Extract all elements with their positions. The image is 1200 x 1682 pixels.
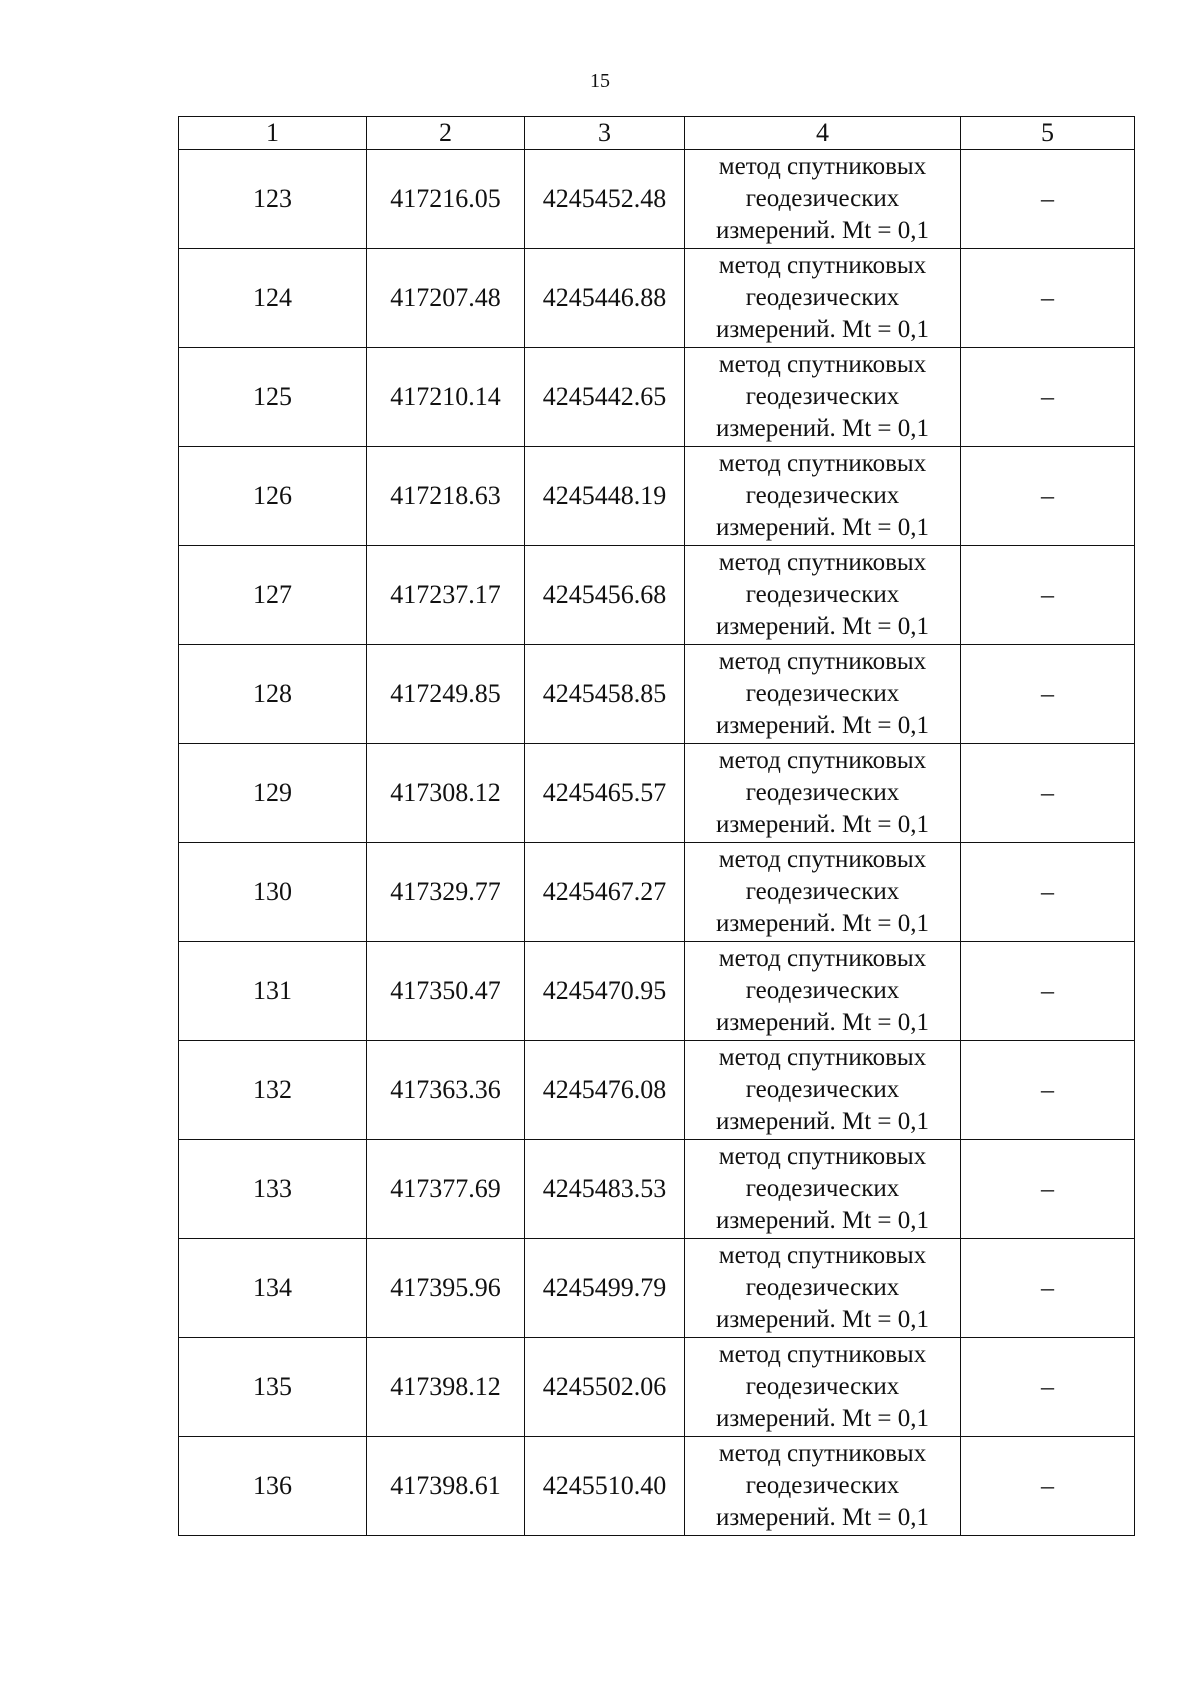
method-line-3: измерений. Mt = 0,1 — [715, 1306, 930, 1333]
point-number-cell: 132 — [179, 1041, 367, 1140]
method-line-1: метод спутниковых — [718, 252, 927, 279]
x-coordinate-cell: 417218.63 — [367, 447, 525, 546]
table-row — [179, 843, 1135, 942]
y-coordinate-cell: 4245456.68 — [525, 546, 685, 645]
table-row — [179, 1338, 1135, 1437]
method-cell — [685, 447, 961, 546]
point-number-cell: 128 — [179, 645, 367, 744]
point-number-cell: 123 — [179, 150, 367, 249]
note-cell: – — [961, 249, 1135, 348]
method-line-3: измерений. Mt = 0,1 — [715, 1108, 930, 1135]
method-line-2: геодезических — [745, 284, 900, 311]
method-line-3: измерений. Mt = 0,1 — [715, 910, 930, 937]
table-row — [179, 942, 1135, 1041]
method-line-2: геодезических — [745, 482, 900, 509]
y-coordinate-cell: 4245452.48 — [525, 150, 685, 249]
point-number-cell: 130 — [179, 843, 367, 942]
header-col-1: 1 — [179, 117, 367, 150]
y-coordinate-cell: 4245467.27 — [525, 843, 685, 942]
x-coordinate-cell: 417249.85 — [367, 645, 525, 744]
point-number-cell: 125 — [179, 348, 367, 447]
point-number-cell: 124 — [179, 249, 367, 348]
method-line-1: метод спутниковых — [718, 648, 927, 675]
method-line-2: геодезических — [745, 1274, 900, 1301]
method-line-2: геодезических — [745, 878, 900, 905]
method-cell — [685, 546, 961, 645]
point-number-cell: 135 — [179, 1338, 367, 1437]
method-line-3: измерений. Mt = 0,1 — [715, 1009, 930, 1036]
note-cell: – — [961, 546, 1135, 645]
note-cell: – — [961, 942, 1135, 1041]
x-coordinate-cell: 417363.36 — [367, 1041, 525, 1140]
x-coordinate-cell: 417377.69 — [367, 1140, 525, 1239]
table-row — [179, 1140, 1135, 1239]
table-row — [179, 744, 1135, 843]
point-number-cell: 131 — [179, 942, 367, 1041]
y-coordinate-cell: 4245502.06 — [525, 1338, 685, 1437]
table-row — [179, 1041, 1135, 1140]
y-coordinate-cell: 4245442.65 — [525, 348, 685, 447]
method-line-1: метод спутниковых — [718, 747, 927, 774]
method-line-1: метод спутниковых — [718, 450, 927, 477]
method-line-2: геодезических — [745, 1175, 900, 1202]
method-cell — [685, 1338, 961, 1437]
method-cell — [685, 645, 961, 744]
y-coordinate-cell: 4245458.85 — [525, 645, 685, 744]
y-coordinate-cell: 4245446.88 — [525, 249, 685, 348]
method-line-1: метод спутниковых — [718, 1242, 927, 1269]
method-cell — [685, 1140, 961, 1239]
x-coordinate-cell: 417395.96 — [367, 1239, 525, 1338]
header-col-4: 4 — [685, 117, 961, 150]
header-col-3: 3 — [525, 117, 685, 150]
x-coordinate-cell: 417398.61 — [367, 1437, 525, 1536]
method-line-3: измерений. Mt = 0,1 — [715, 712, 930, 739]
method-cell — [685, 150, 961, 249]
point-number-cell: 133 — [179, 1140, 367, 1239]
method-line-1: метод спутниковых — [718, 549, 927, 576]
method-line-1: метод спутниковых — [718, 1143, 927, 1170]
y-coordinate-cell: 4245448.19 — [525, 447, 685, 546]
table-row — [179, 645, 1135, 744]
method-line-3: измерений. Mt = 0,1 — [715, 1405, 930, 1432]
note-cell: – — [961, 744, 1135, 843]
note-cell: – — [961, 1140, 1135, 1239]
table-body — [179, 150, 1135, 1536]
table-row — [179, 249, 1135, 348]
method-line-2: геодезических — [745, 1373, 900, 1400]
method-cell — [685, 348, 961, 447]
point-number-cell: 127 — [179, 546, 367, 645]
method-line-2: геодезических — [745, 1472, 900, 1499]
table-row — [179, 546, 1135, 645]
x-coordinate-cell: 417350.47 — [367, 942, 525, 1041]
note-cell: – — [961, 843, 1135, 942]
method-cell — [685, 249, 961, 348]
table-header-row — [179, 117, 1135, 150]
method-line-3: измерений. Mt = 0,1 — [715, 613, 930, 640]
x-coordinate-cell: 417329.77 — [367, 843, 525, 942]
method-line-1: метод спутниковых — [718, 1044, 927, 1071]
method-line-2: геодезических — [745, 779, 900, 806]
method-cell — [685, 744, 961, 843]
method-line-3: измерений. Mt = 0,1 — [715, 217, 930, 244]
method-cell — [685, 843, 961, 942]
note-cell: – — [961, 1239, 1135, 1338]
x-coordinate-cell: 417210.14 — [367, 348, 525, 447]
method-line-1: метод спутниковых — [718, 945, 927, 972]
note-cell: – — [961, 1041, 1135, 1140]
method-line-3: измерений. Mt = 0,1 — [715, 1207, 930, 1234]
note-cell: – — [961, 447, 1135, 546]
y-coordinate-cell: 4245476.08 — [525, 1041, 685, 1140]
x-coordinate-cell: 417237.17 — [367, 546, 525, 645]
method-cell — [685, 1437, 961, 1536]
header-col-5: 5 — [961, 117, 1135, 150]
method-line-2: геодезических — [745, 383, 900, 410]
method-line-3: измерений. Mt = 0,1 — [715, 316, 930, 343]
x-coordinate-cell: 417398.12 — [367, 1338, 525, 1437]
y-coordinate-cell: 4245470.95 — [525, 942, 685, 1041]
method-cell — [685, 1041, 961, 1140]
method-line-2: геодезических — [745, 581, 900, 608]
method-cell — [685, 942, 961, 1041]
point-number-cell: 136 — [179, 1437, 367, 1536]
method-line-2: геодезических — [745, 1076, 900, 1103]
method-line-1: метод спутниковых — [718, 351, 927, 378]
method-line-3: измерений. Mt = 0,1 — [715, 1504, 930, 1531]
note-cell: – — [961, 150, 1135, 249]
method-line-1: метод спутниковых — [718, 1440, 927, 1467]
point-number-cell: 134 — [179, 1239, 367, 1338]
method-line-2: геодезических — [745, 680, 900, 707]
note-cell: – — [961, 645, 1135, 744]
table-row — [179, 150, 1135, 249]
method-line-3: измерений. Mt = 0,1 — [715, 514, 930, 541]
table-row — [179, 348, 1135, 447]
method-line-3: измерений. Mt = 0,1 — [715, 811, 930, 838]
coordinates-table — [178, 116, 1135, 1536]
method-line-1: метод спутниковых — [718, 153, 927, 180]
x-coordinate-cell: 417216.05 — [367, 150, 525, 249]
method-line-2: геодезических — [745, 185, 900, 212]
note-cell: – — [961, 348, 1135, 447]
point-number-cell: 126 — [179, 447, 367, 546]
x-coordinate-cell: 417308.12 — [367, 744, 525, 843]
y-coordinate-cell: 4245510.40 — [525, 1437, 685, 1536]
method-line-1: метод спутниковых — [718, 846, 927, 873]
y-coordinate-cell: 4245465.57 — [525, 744, 685, 843]
page-number: 15 — [590, 70, 610, 92]
table-row — [179, 447, 1135, 546]
coordinates-table-container — [178, 116, 1134, 1536]
note-cell: – — [961, 1338, 1135, 1437]
y-coordinate-cell: 4245483.53 — [525, 1140, 685, 1239]
y-coordinate-cell: 4245499.79 — [525, 1239, 685, 1338]
method-line-2: геодезических — [745, 977, 900, 1004]
header-col-2: 2 — [367, 117, 525, 150]
table-row — [179, 1437, 1135, 1536]
method-line-3: измерений. Mt = 0,1 — [715, 415, 930, 442]
table-row — [179, 1239, 1135, 1338]
method-line-1: метод спутниковых — [718, 1341, 927, 1368]
note-cell: – — [961, 1437, 1135, 1536]
point-number-cell: 129 — [179, 744, 367, 843]
x-coordinate-cell: 417207.48 — [367, 249, 525, 348]
method-cell — [685, 1239, 961, 1338]
